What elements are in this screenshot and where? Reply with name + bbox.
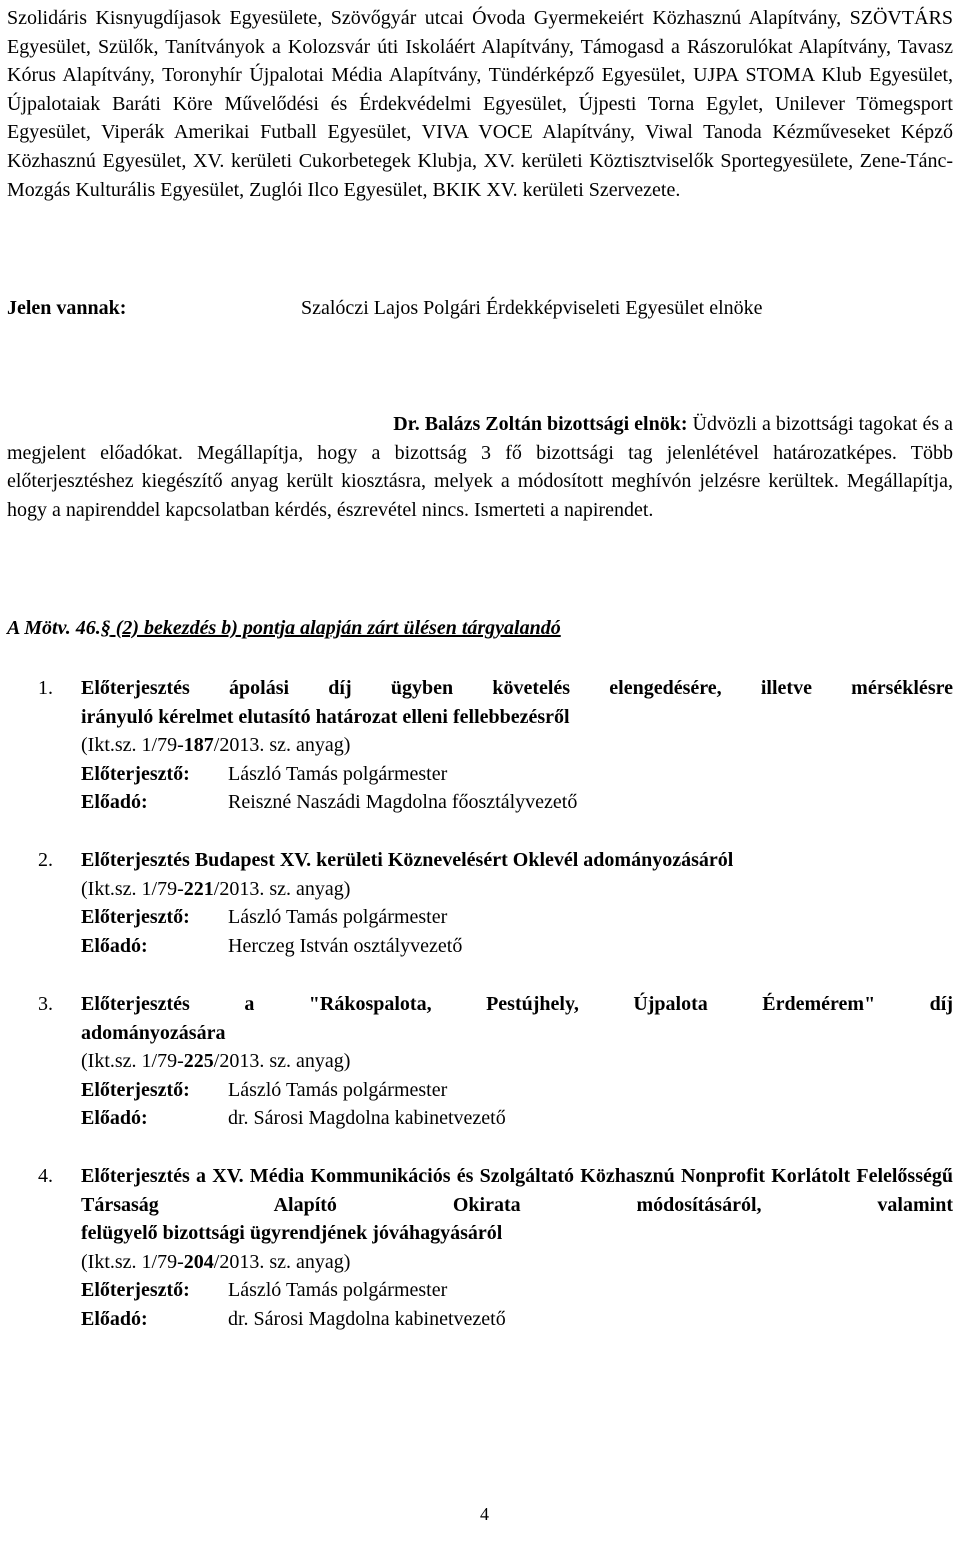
agenda-item-body (81, 1162, 953, 1334)
presenter-name: dr. Sárosi Magdolna kabinetvezető (228, 1307, 506, 1330)
presenter-row (81, 1305, 953, 1334)
chair-speaker: Dr. Balázs Zoltán bizottsági elnök: (393, 413, 688, 435)
presenter-name: Herczeg István osztályvezető (228, 934, 463, 957)
presenter-name: Reiszné Naszádi Magdolna főosztályvezető (228, 791, 578, 814)
agenda-item-title (81, 846, 953, 875)
ref-suffix: /2013. sz. anyag) (213, 1050, 351, 1073)
attendees-value: Szalóczi Lajos Polgári Érdekképviseleti Egyesület elnöke (301, 297, 763, 319)
agenda-item-number: 1. (38, 677, 53, 699)
agenda-item-title-last: felügyelő bizottsági ügyrendjének jóváhagyásáról (81, 1222, 503, 1245)
agenda-item-title-last: Előterjesztés Budapest XV. kerületi Köznevelésért Oklevél adományozásáról (81, 849, 734, 871)
agenda-item-title-main: Előterjesztés ápolási díj ügyben követelés elengedésére, illetve mérséklésre (81, 677, 953, 699)
presenter-label: Előadó: (81, 934, 148, 957)
presenter-label: Előadó: (81, 791, 148, 814)
ref-number: 221 (183, 877, 214, 900)
proposer-label: Előterjesztő: (81, 1279, 190, 1302)
ref-number: 187 (183, 734, 214, 757)
organizations-paragraph: Szolidáris Kisnyugdíjasok Egyesülete, Szövőgyár utcai Óvoda Gyermekeiért Közhasznú Alapítvány, SZÖVTÁRS Egyesület, Szülők, Tanítványok a Kolozsvár úti Iskoláért Alapítvány, Támogasd a Rászorulókat Alapítvány, Tavasz Kórus Alapítvány, Toronyhír Újpalotai Média Alapítvány, Tündérképző Egyesület, UJPA STOMA Klub Egyesület, Újpalotaiak Baráti Köre Művelődési és Érdekvédelmi Egyesület, Újpesti Torna Egylet, Unilever Tömegsport Egyesület, Viperák Amerikai Futball Egyesület, VIVA VOCE Alapítvány, Viwal Tanoda Kézműveseket Képző Közhasznú Egyesület, XV. kerületi Cukorbetegek Klubja, XV. kerületi Köztisztviselők Sportegyesülete, Zene-Tánc-Mozgás Kulturális Egyesület, Zuglói Ilco Egyesület, BKIK XV. kerületi Szervezete. (7, 7, 953, 201)
ref-prefix: (Ikt.sz. 1/79- (81, 1050, 184, 1073)
agenda-item-reference (81, 1047, 953, 1076)
page-number: 4 (480, 1504, 489, 1524)
ref-prefix: (Ikt.sz. 1/79- (81, 877, 184, 900)
agenda-item-title (81, 1162, 953, 1248)
presenter-label: Előadó: (81, 1307, 148, 1330)
presenter-name: dr. Sárosi Magdolna kabinetvezető (228, 1107, 506, 1130)
proposer-row (81, 1276, 953, 1305)
agenda-item-reference (81, 731, 953, 760)
closed-session-heading (7, 614, 561, 643)
proposer-label: Előterjesztő: (81, 762, 190, 785)
agenda-item-body (81, 990, 953, 1133)
proposer-row (81, 903, 953, 932)
ref-number: 204 (183, 1250, 214, 1273)
agenda-item-number: 3. (38, 993, 53, 1015)
presenter-row (81, 1104, 953, 1133)
chair-first-line (7, 410, 953, 439)
agenda-item-body (81, 674, 953, 817)
agenda-item-title (81, 990, 953, 1047)
agenda-item-reference (81, 1248, 953, 1277)
chair-opening-paragraph (7, 410, 953, 524)
ref-suffix: /2013. sz. anyag) (213, 734, 351, 757)
agenda-item-title-last: adományozására (81, 1021, 226, 1044)
section-law-ref: A Mötv. 46. (7, 617, 101, 639)
agenda-item-body (81, 846, 953, 960)
proposer-name: László Tamás polgármester (228, 1279, 448, 1302)
presenter-row (81, 932, 953, 961)
ref-suffix: /2013. sz. anyag) (213, 877, 351, 900)
presenter-label: Előadó: (81, 1107, 148, 1130)
chair-greeting: Üdvözli a bizottsági tagokat és a (687, 413, 953, 435)
proposer-label: Előterjesztő: (81, 1078, 190, 1101)
agenda-item-reference (81, 875, 953, 904)
proposer-name: László Tamás polgármester (228, 906, 448, 929)
proposer-row (81, 1076, 953, 1105)
ref-prefix: (Ikt.sz. 1/79- (81, 734, 184, 757)
attendees-label: Jelen vannak: (7, 297, 127, 319)
ref-prefix: (Ikt.sz. 1/79- (81, 1250, 184, 1273)
agenda-item-title (81, 674, 953, 731)
proposer-label: Előterjesztő: (81, 906, 190, 929)
proposer-name: László Tamás polgármester (228, 762, 448, 785)
agenda-item-number: 2. (38, 849, 53, 871)
presenter-row (81, 788, 953, 817)
agenda-item-number: 4. (38, 1165, 53, 1187)
paragraph-sign: § (100, 617, 111, 639)
agenda-item-title-main: Előterjesztés a "Rákospalota, Pestújhely, Újpalota Érdemérem" díj (81, 993, 953, 1015)
chair-statement: megjelent előadókat. Megállapítja, hogy a bizottság 3 fő bizottsági tag jelenlétével határozatképes. Több előterjesztéshez kiegészítő anyag került kiosztásra, melyek a módosított meghívón jelzésre kerültek. Megállapítja, hogy a napirenddel kapcsolatban kérdés, észrevétel nincs. Ismerteti a napirendet. (7, 441, 953, 521)
ref-number: 225 (183, 1050, 214, 1073)
agenda-item-title-main: Előterjesztés a XV. Média Kommunikációs és Szolgáltató Közhasznú Nonprofit Korlátolt Felelősségű Társaság Alapító Okirata módosításáról, valamint (81, 1165, 953, 1216)
proposer-name: László Tamás polgármester (228, 1078, 448, 1101)
ref-suffix: /2013. sz. anyag) (213, 1250, 351, 1273)
proposer-row (81, 760, 953, 789)
section-title: (2) bekezdés b) pontja alapján zárt ülésen tárgyalandó (110, 617, 561, 639)
agenda-item-title-last: irányuló kérelmet elutasító határozat elleni fellebbezésről (81, 705, 570, 728)
